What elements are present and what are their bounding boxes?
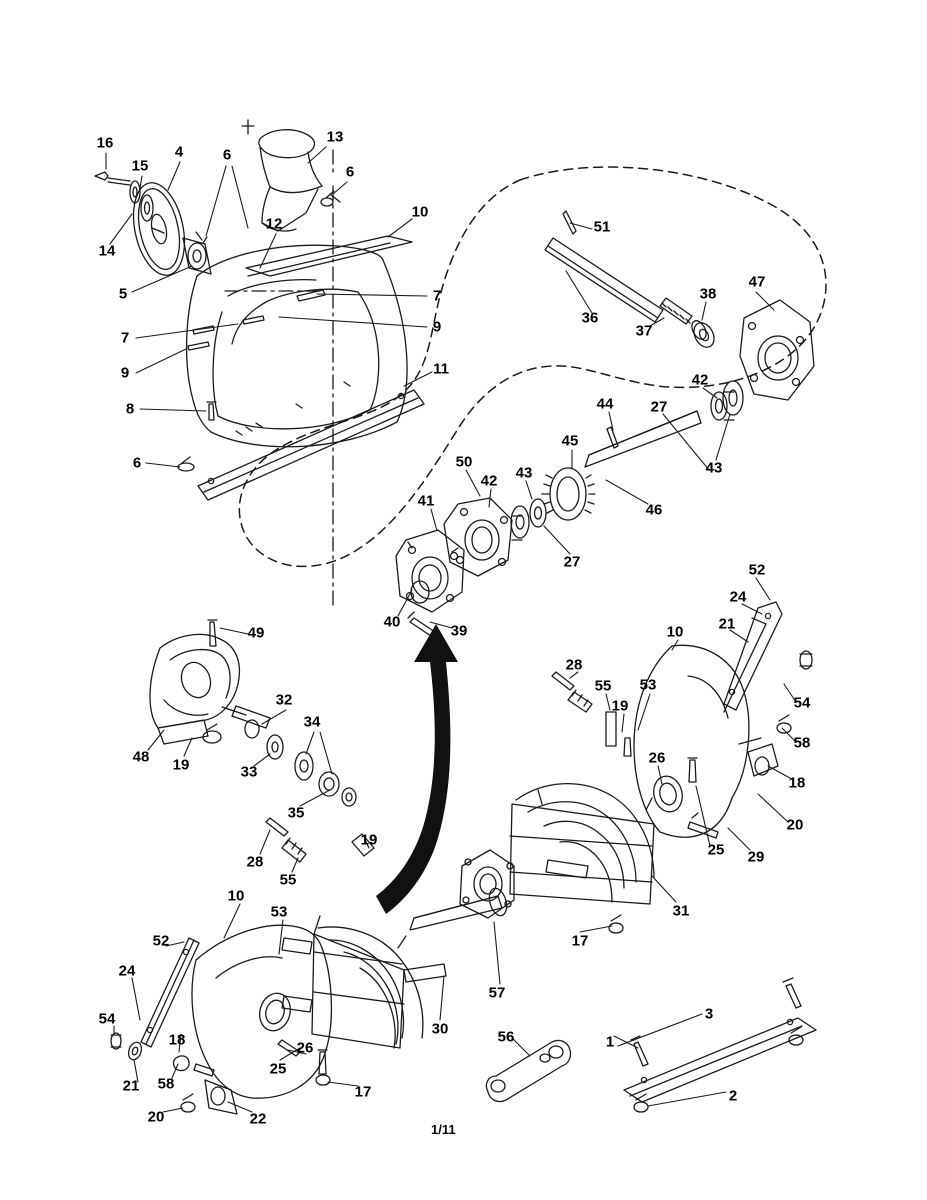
callout-51: 51 xyxy=(593,218,611,236)
callout-58-a: 58 xyxy=(793,734,811,752)
callout-27-a: 27 xyxy=(650,398,668,416)
callout-11: 11 xyxy=(433,360,449,378)
link-bar xyxy=(486,1040,570,1101)
bearing-plate-left xyxy=(396,498,512,638)
callout-40: 40 xyxy=(383,613,401,631)
callout-24-b: 24 xyxy=(118,962,136,980)
callout-54-b: 54 xyxy=(98,1010,116,1028)
detail-balloon xyxy=(239,163,826,566)
callout-5: 5 xyxy=(118,285,128,303)
callout-6-c: 6 xyxy=(132,454,142,472)
callout-19-c: 19 xyxy=(360,831,378,849)
auger-right-assembly xyxy=(510,602,812,933)
callout-33: 33 xyxy=(240,763,258,781)
callout-18-a: 18 xyxy=(788,774,806,792)
callout-43-b: 43 xyxy=(515,464,533,482)
callout-7-b: 7 xyxy=(120,329,130,347)
callout-39: 39 xyxy=(450,622,468,640)
callout-19-a: 19 xyxy=(611,697,629,715)
callout-19-b: 19 xyxy=(172,756,190,774)
callout-4: 4 xyxy=(174,143,184,161)
callout-9-b: 9 xyxy=(120,364,130,382)
callout-54-a: 54 xyxy=(793,694,811,712)
callout-8: 8 xyxy=(125,400,135,418)
callout-25-b: 25 xyxy=(269,1060,287,1078)
callout-20-a: 20 xyxy=(786,816,804,834)
callout-27-b: 27 xyxy=(563,553,581,571)
callout-47: 47 xyxy=(748,273,766,291)
callout-46: 46 xyxy=(645,501,663,519)
callout-3: 3 xyxy=(704,1005,714,1023)
callout-24-a: 24 xyxy=(729,588,747,606)
callout-52-a: 52 xyxy=(748,561,766,579)
auger-left-assembly xyxy=(111,818,510,1114)
callout-21-b: 21 xyxy=(122,1077,140,1095)
callout-21-a: 21 xyxy=(718,615,736,633)
callout-42-b: 42 xyxy=(480,472,498,490)
callout-34: 34 xyxy=(303,713,321,731)
callout-10-b: 10 xyxy=(666,623,684,641)
callout-56: 56 xyxy=(497,1028,515,1046)
scraper-bar-assembly xyxy=(624,978,816,1112)
pulley-assembly xyxy=(95,172,211,280)
callout-16: 16 xyxy=(96,134,114,152)
assembly-arrow xyxy=(376,624,458,914)
callout-22: 22 xyxy=(249,1110,267,1128)
callout-10-a: 10 xyxy=(411,203,429,221)
callout-15: 15 xyxy=(131,157,149,175)
callout-1: 1 xyxy=(605,1033,615,1051)
callout-50: 50 xyxy=(455,453,473,471)
callout-13: 13 xyxy=(326,128,344,146)
callout-41: 41 xyxy=(417,492,435,510)
callout-28-b: 28 xyxy=(246,853,264,871)
callout-14: 14 xyxy=(98,242,116,260)
callout-49: 49 xyxy=(247,624,265,642)
callout-6-b: 6 xyxy=(345,163,355,181)
callout-57: 57 xyxy=(488,984,506,1002)
callout-29: 29 xyxy=(747,848,765,866)
callout-45: 45 xyxy=(561,432,579,450)
callout-44: 44 xyxy=(596,395,614,413)
auger-shaft-right xyxy=(511,211,814,540)
callout-20-b: 20 xyxy=(147,1108,165,1126)
callout-43-a: 43 xyxy=(705,459,723,477)
callout-10-c: 10 xyxy=(227,887,245,905)
callout-28-a: 28 xyxy=(565,656,583,674)
chute-and-housing xyxy=(178,120,424,606)
callout-18-b: 18 xyxy=(168,1031,186,1049)
callout-6-a: 6 xyxy=(222,146,232,164)
callout-30: 30 xyxy=(431,1020,449,1038)
page-number: 1/11 xyxy=(431,1122,456,1137)
callout-42-a: 42 xyxy=(691,371,709,389)
callout-9-a: 9 xyxy=(432,318,442,336)
gearbox-assembly xyxy=(150,620,246,744)
callout-32: 32 xyxy=(275,691,293,709)
callout-36: 36 xyxy=(581,309,599,327)
callout-26-b: 26 xyxy=(296,1039,314,1057)
callout-12: 12 xyxy=(265,215,283,233)
callout-53-b: 53 xyxy=(270,903,288,921)
callout-55-b: 55 xyxy=(279,871,297,889)
callout-35: 35 xyxy=(287,804,305,822)
callout-26-a: 26 xyxy=(648,749,666,767)
callout-2: 2 xyxy=(728,1087,738,1105)
callout-53-a: 53 xyxy=(639,676,657,694)
callout-58-b: 58 xyxy=(157,1075,175,1093)
callout-48: 48 xyxy=(132,748,150,766)
callout-37: 37 xyxy=(635,322,653,340)
clutch-stack xyxy=(232,706,356,806)
callout-7-a: 7 xyxy=(432,287,442,305)
callout-38: 38 xyxy=(699,285,717,303)
callout-17-b: 17 xyxy=(354,1083,372,1101)
callout-17-a: 17 xyxy=(571,932,589,950)
callout-31: 31 xyxy=(672,902,690,920)
callout-55-a: 55 xyxy=(594,677,612,695)
callout-25-a: 25 xyxy=(707,841,725,859)
callout-52-b: 52 xyxy=(152,932,170,950)
